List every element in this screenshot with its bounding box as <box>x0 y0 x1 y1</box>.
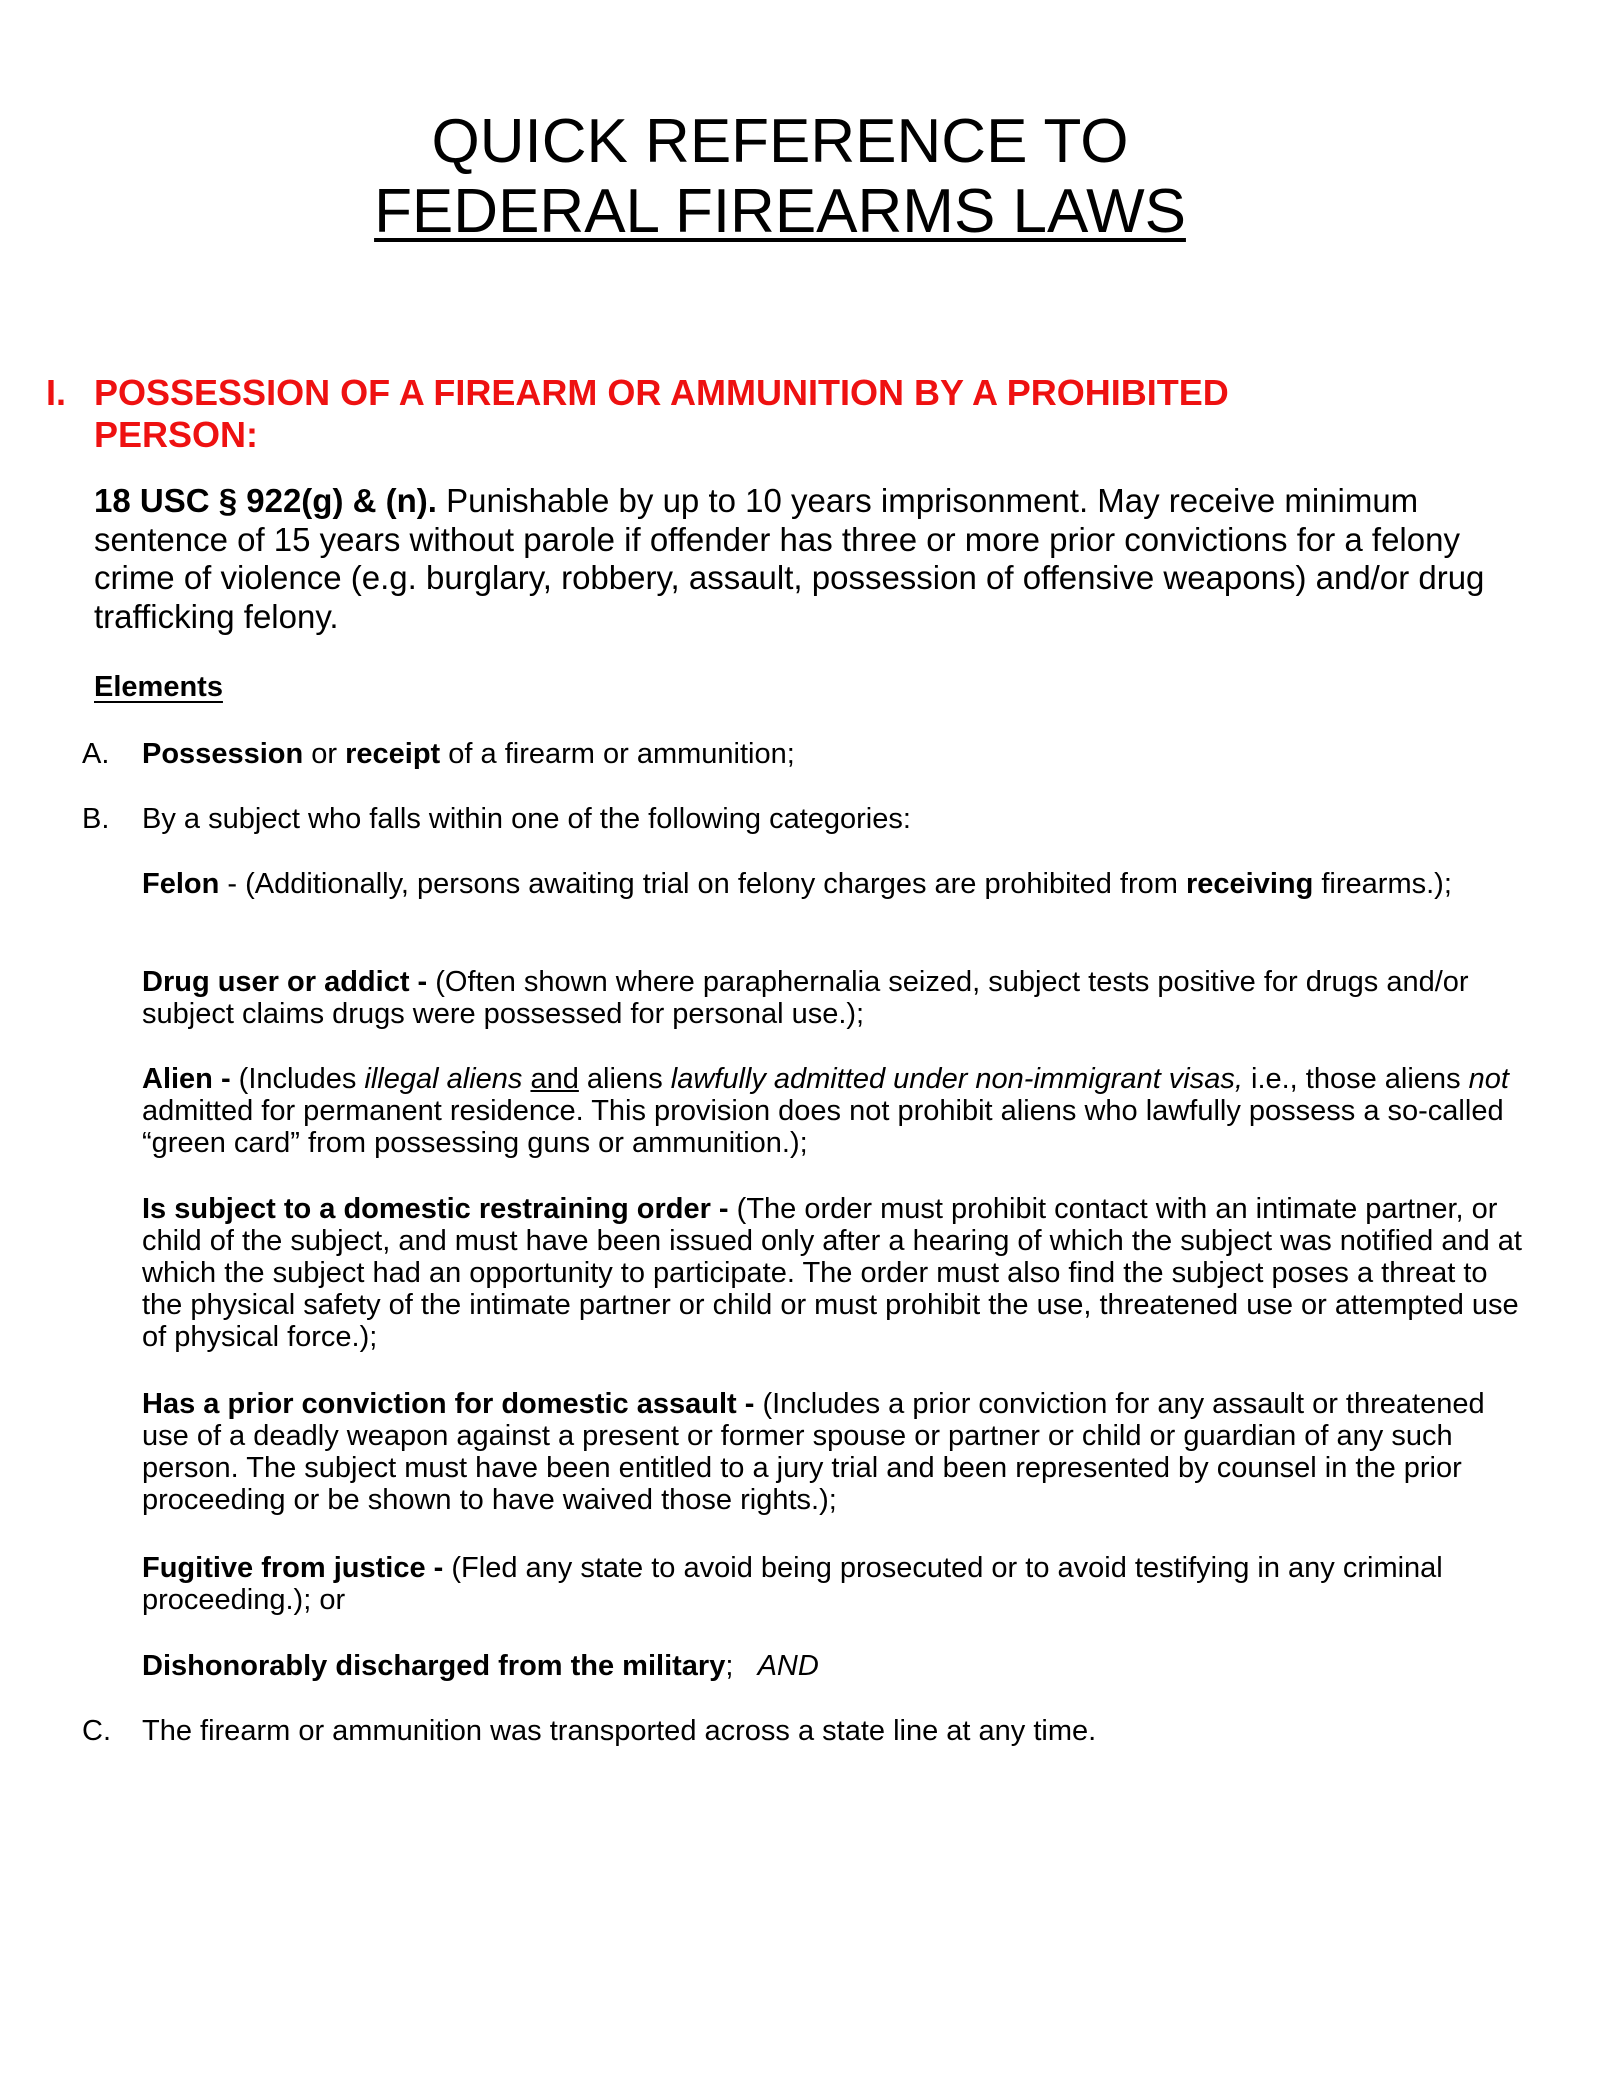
item-letter: A. <box>82 738 110 770</box>
section-heading-text: POSSESSION OF A FIREARM OR AMMUNITION BY A PROHIBITED PERSON: <box>94 372 1229 455</box>
category-fugitive <box>142 1552 1522 1616</box>
text: admitted for permanent residence. This provision does not prohibit aliens who lawfully possess a so-called “green card” from possessing guns or ammunition.); <box>142 1095 1504 1159</box>
elements-heading-text: Elements <box>94 671 223 703</box>
bold-term: receiving <box>1185 868 1314 900</box>
category-term: Is subject to a domestic restraining order - <box>142 1193 737 1225</box>
statute-citation: 18 USC § 922(g) & (n). <box>94 482 437 519</box>
category-term: Felon <box>142 868 220 900</box>
section-number: I. <box>46 372 67 413</box>
intro-text: Punishable by up to 10 years imprisonment. May receive minimum sentence of 15 years without parole if offender has three or more prior convictions for a felony crime of violence (e.g. burglary, robbery, assault, possession of offensive weapons) and/or drug trafficking felony. <box>94 482 1485 635</box>
italic-text: not <box>1468 1063 1509 1095</box>
elements-heading <box>74 670 223 704</box>
text: (The order must prohibit contact with an intimate partner, or child of the subject, and must have been issued only after a hearing of which the subject was notified and at which the subject had an opportunity to participate. The order must also find the subject poses a threat to the physical safety of the intimate partner or child or must prohibit the use, threatened use or attempted use of physical force.); <box>142 1193 1522 1353</box>
text: (Fled any state to avoid being prosecuted or to avoid testifying in any criminal proceeding.); or <box>142 1552 1443 1616</box>
item-text: By a subject who falls within one of the following categories: <box>142 803 911 835</box>
category-term: Drug user or addict - <box>142 966 436 998</box>
text: - (Additionally, persons awaiting trial on felony charges are prohibited from <box>219 868 1186 900</box>
category-term: Dishonorably discharged from the military <box>142 1650 726 1682</box>
italic-text: illegal aliens <box>364 1063 523 1095</box>
category-term: Has a prior conviction for domestic assault - <box>142 1388 763 1420</box>
item-text <box>142 738 1522 770</box>
category-restraining-order <box>142 1193 1522 1353</box>
document-title-underlined: FEDERAL FIREARMS LAWS <box>374 177 1186 246</box>
category-alien <box>142 1063 1522 1159</box>
category-drug-user <box>142 966 1522 1030</box>
text: firearms.); <box>1313 868 1452 900</box>
category-domestic-assault <box>142 1388 1522 1516</box>
text: ; <box>725 1650 758 1682</box>
category-felon <box>142 868 1522 900</box>
element-item-b <box>0 803 1608 837</box>
item-letter: C. <box>82 1715 111 1747</box>
italic-text: AND <box>757 1650 819 1682</box>
italic-text: lawfully admitted under non-immigrant visas, <box>670 1063 1243 1095</box>
bold-term: Possession <box>142 738 304 770</box>
bold-term: receipt <box>345 738 441 770</box>
text: of a firearm or ammunition; <box>440 738 795 770</box>
text: (Includes <box>238 1063 365 1095</box>
item-letter: B. <box>82 803 110 835</box>
text: (Often shown where paraphernalia seized, subject tests positive for drugs and/or subject claims drugs were possessed for personal use.); <box>142 966 1469 1030</box>
text: or <box>303 738 346 770</box>
underlined-text: and <box>530 1063 579 1095</box>
category-term: Fugitive from justice - <box>142 1552 452 1584</box>
category-dishonorable-discharge <box>142 1650 1522 1682</box>
document-title-line1: QUICK REFERENCE TO <box>431 107 1129 176</box>
item-text: The firearm or ammunition was transported across a state line at any time. <box>142 1715 1097 1747</box>
document-title-line2 <box>0 177 1560 247</box>
text: i.e., those aliens <box>1242 1063 1469 1095</box>
text: (Includes a prior conviction for any assault or threatened use of a deadly weapon against a present or former spouse or partner or child or guardian of any such person. The subject must have been entitled to a jury trial and been represented by counsel in the prior proceeding or be shown to have waived those rights.); <box>142 1388 1485 1516</box>
category-term: Alien - <box>142 1063 239 1095</box>
element-item-a <box>0 738 1608 772</box>
text: aliens <box>578 1063 671 1095</box>
element-item-c <box>0 1715 1608 1749</box>
section-intro-paragraph <box>94 482 1494 636</box>
